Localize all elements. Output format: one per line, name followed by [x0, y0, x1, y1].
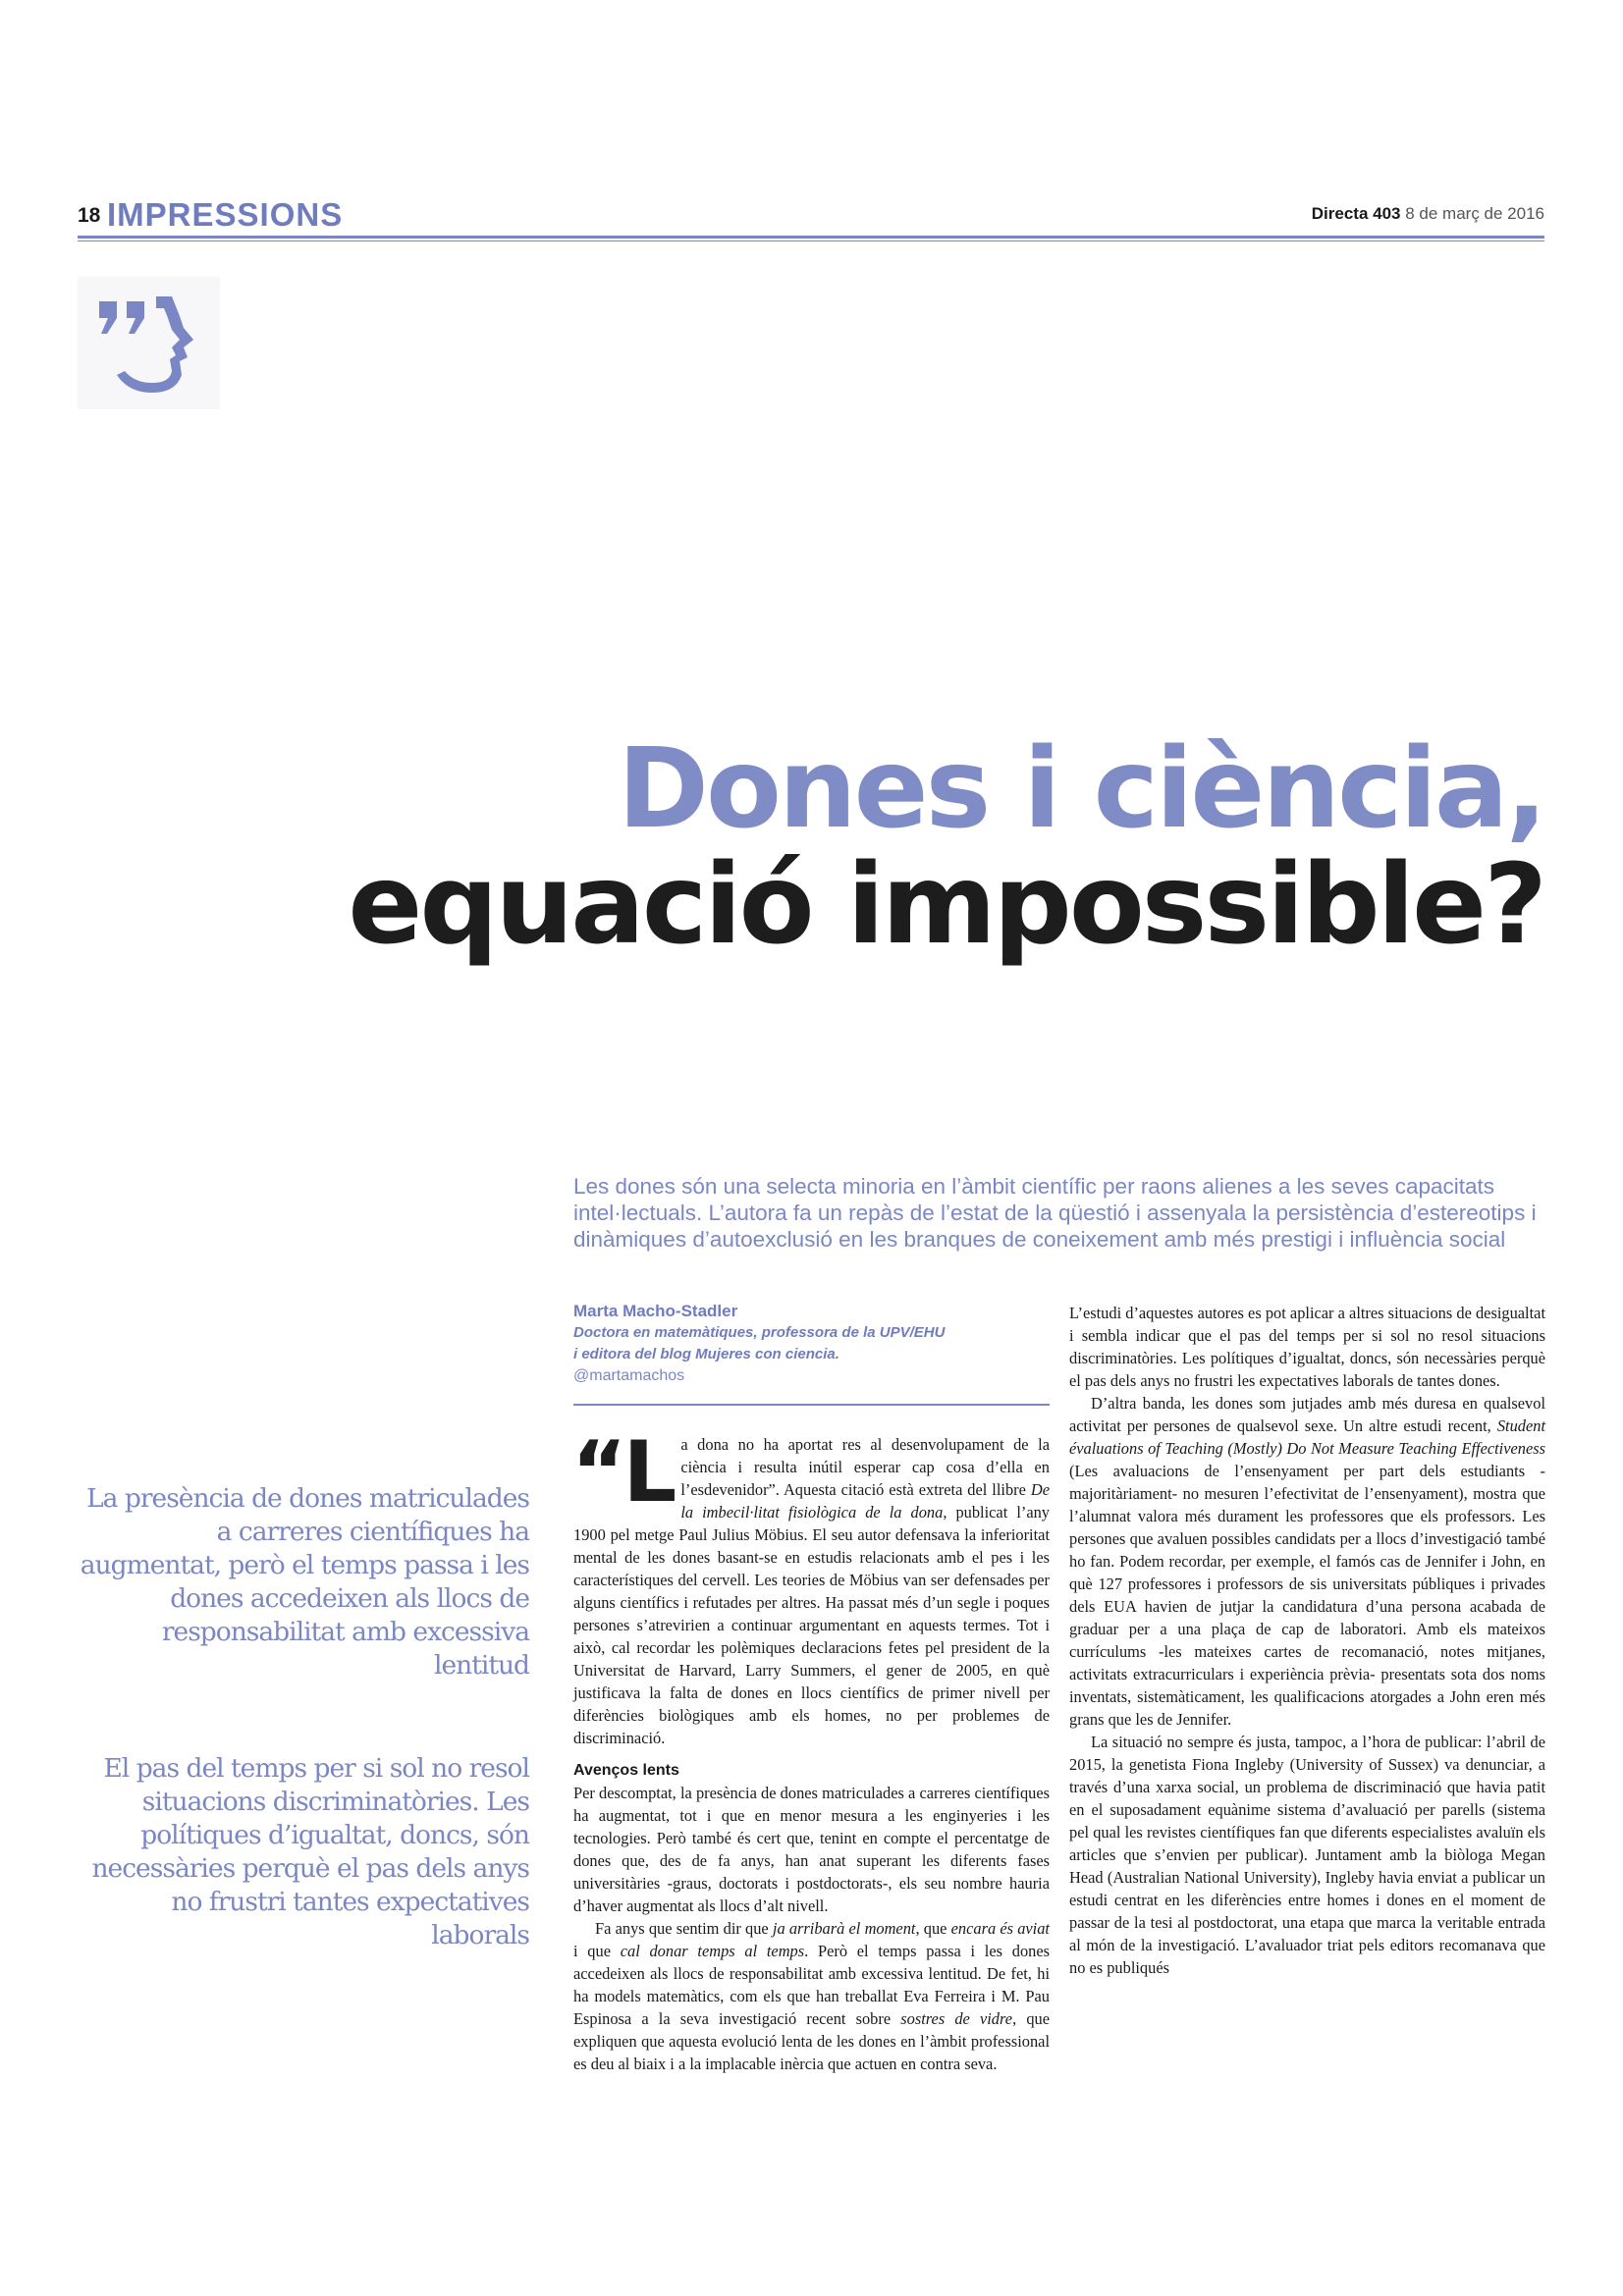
article-paragraph-3-continued: L’estudi d’aquestes autores es pot aplicar a altres situacions de desigualtat i sembla indicar que el pas del temps per si sol no resol situacions discriminatòries. Les polítiques d’igualtat, doncs, són necessàries perquè el pas dels anys no frustri les expectatives laborals de tantes dones.	[1069, 1304, 1545, 1390]
paragraph-text: , que expliquen que aquesta evolució lenta de les dones en l’àmbit professional es deu al biaix i a la implacable inèrcia que actuen en contra seva.	[573, 2009, 1050, 2073]
issue-date: 8 de març de 2016	[1405, 204, 1544, 223]
quote-face-icon-graphic	[78, 277, 220, 409]
article-paragraph-5: La situació no sempre és justa, tampoc, a l’hora de publicar: l’abril de 2015, la genetista Fiona Ingleby (University of Sussex) va denunciar, a través d’una xarxa social, un problema de discriminació que havia patit en el suposadament equànime sistema d’avaluació per parells (sistema pel qual les revistes científiques fan que diferents especialistes avaluïn els articles que s’envien per publicar). Juntament amb la biòloga Megan Head (Australian National University), Ingleby havia enviat a publicar un estudi centrat en les diferències entre homes i dones en el moment de passar de la tesi al postdoctorat, una etapa que marca la veritable entrada al món de la investigació. L’avaluador triat pels editors recomanava que no es publiqués	[1069, 1733, 1545, 1977]
header-rule	[78, 236, 1544, 241]
paragraph-text: , publicat l’any 1900 pel metge Paul Julius Möbius. El seu autor defensava la inferioritat mental de les dones basant-se en estudis relacionats amb el pes i les característiques del cervell. Les teories de Möbius van ser defensades per alguns científics i refutades per altres. Ha passat més d’un segle i poques persones s’atrevirien a continuar argumentant en aquests termes. Tot i això, cal recordar les polèmiques declaracions fetes pel president de la Universitat de Harvard, Larry Summers, el gener de 2005, en què justificava la falta de dones en llocs científics de primer nivell per diferències biològiques amb els homes, no per problemes de discriminació.	[573, 1503, 1050, 1747]
emphasis: sostres de vidre	[900, 2009, 1013, 2028]
section-title: IMPRESSIONS	[107, 196, 344, 233]
paragraph-text: Fa anys que sentim dir que	[595, 1919, 773, 1938]
pullquote-2: El pas del temps per si sol no resol situacions discriminatòries. Les polítiques d’igualtat, doncs, són necessàries perquè el pas dels anys no frustri tantes expectatives laborals	[91, 1753, 529, 1950]
headline-line-2: equació impossible?	[348, 841, 1544, 969]
article-column-2	[1069, 1302, 1545, 1979]
pullquote-1: La presència de dones matriculades a carreres científiques ha augmentat, però el temps passa i les dones accedeixen als llocs de responsabilitat amb excessiva lentitud	[80, 1483, 529, 1681]
drop-cap: “L	[571, 1423, 674, 1522]
article-paragraph-1	[571, 1423, 1050, 1749]
publication-name: Directa 403	[1311, 204, 1401, 223]
author-name: Marta Macho-Stadler	[573, 1302, 738, 1320]
paragraph-text: i que	[573, 1942, 621, 1960]
emphasis: ja arribarà el moment	[772, 1919, 916, 1938]
headline-line-1: Dones i ciència,	[617, 725, 1544, 853]
issue-info	[1312, 204, 1544, 224]
study-title: Student évaluations of Teaching (Mostly) Do Not Measure Teaching Effectiveness	[1069, 1416, 1545, 1458]
author-description-2: i editora del blog Mujeres con ciencia.	[573, 1346, 839, 1362]
book-title: De la imbecil·litat fisiològica de la dona	[680, 1480, 1050, 1522]
emphasis: cal donar temps al temps	[620, 1942, 805, 1960]
paragraph-text: . Però el temps passa i les dones accedeixen als llocs de responsabilitat amb excessiva lentitud. De fet, hi ha models matemàtics, com els que han treballat Eva Ferreira i M. Pau Espinosa a la seva investigació recent sobre	[573, 1942, 1050, 2028]
author-description-1: Doctora en matemàtiques, professora de la UPV/EHU	[573, 1324, 946, 1341]
byline-rule	[573, 1404, 1050, 1406]
article-paragraph-4	[1069, 1392, 1545, 1731]
article-paragraph-2: Per descomptat, la presència de dones matriculades a carreres científiques ha augmentat, tot i que en menor mesura a les enginyeries i les tecnologies. Però també és cert que, tenint en compte el percentatge de dones que, des de fa anys, han anat superant les diferents fases universitàries -graus, doctorats i postdoctorats-, els seu nombre hauria d’haver augmentat als llocs d’alt nivell.	[573, 1784, 1050, 1915]
byline	[573, 1301, 1050, 1387]
headline	[268, 725, 1544, 969]
emphasis: encara és aviat	[950, 1919, 1050, 1938]
lead-paragraph: Les dones són una selecta minoria en l’àmbit científic per raons alienes a les seves capacitats intel·lectuals. L’autora fa un repàs de l’estat de la qüestió i assenyala la persistència d’estereotips i dinàmiques d’autoexclusió en les branques de coneixement amb més prestigi i influència social	[573, 1174, 1537, 1252]
author-handle: @martamachos	[573, 1367, 685, 1384]
article-column-1	[571, 1423, 1050, 2075]
page-header	[78, 196, 1544, 243]
quote-face-icon	[78, 277, 220, 409]
paragraph-text: a dona no ha aportat res al desenvolupament de la ciència i resulta inútil esperar cap cosa d’ella en l’esdevenidor”. Aquesta citació està extreta del llibre	[680, 1435, 1050, 1499]
article-paragraph-3	[573, 1917, 1050, 2075]
paragraph-text: (Les avaluacions de l’ensenyament per part dels estudiants -majoritàriament- no mesuren l’efectivitat de l’ensenyament), mostra que l’alumnat valora més durament les professores que els professors. Les persones que avaluen possibles candidats per a llocs d’investigació també ho fan. Podem recordar, per exemple, el famós cas de Jennifer i John, en què 127 professores i professors de sis universitats públiques i privades dels EUA havien de jutjar la candidatura d’una persona acabada de graduar per a una plaça de cap de laboratori. Amb els mateixos currículums -les mateixes cartes de recomanació, notes mitjanes, activitats extracurriculars i experiència prèvia- presentats sota dos noms inventats, sistemàticament, les qualificacions atorgades a John eren més grans que les de Jennifer.	[1069, 1462, 1545, 1729]
subheading: Avenços lents	[573, 1762, 679, 1779]
page-number: 18	[78, 204, 101, 227]
paragraph-text: , que	[915, 1919, 951, 1938]
paragraph-text: D’altra banda, les dones som jutjades amb més duresa en qualsevol activitat per persones de qualsevol sexe. Un altre estudi recent,	[1069, 1394, 1545, 1435]
